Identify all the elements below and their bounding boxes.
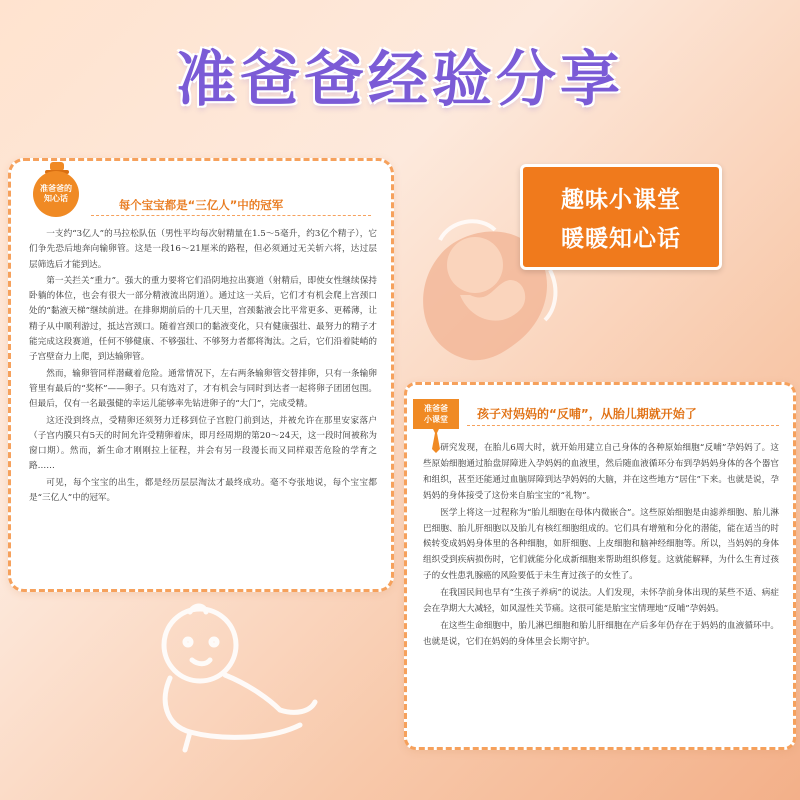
left-paragraph: 然而，输卵管同样潜藏着危险。通常情况下，左右两条输卵管交替排卵，只有一条输卵管里有最后的“奖杯”——卵子。只有选对了，才有机会与同时到达者一起将卵子团团包围。但最后，仅有一名最强健的幸运儿能够率先钻进卵子的“大门”，完成受精。 [29, 368, 377, 410]
left-card-body [29, 227, 377, 507]
left-paragraph: 可见，每个宝宝的出生，都是经历层层淘汰才最终成功。毫不夸张地说，每个宝宝都是“三亿人”中的冠军。 [29, 477, 377, 504]
right-paragraph: 医学上将这一过程称为“胎儿细胞在母体内微嵌合”。这些原始细胞是由滤养细胞、胎儿淋巴细胞、胎儿肝细胞以及胎儿有核红细胞组成的。它们具有增殖和分化的潜能，能在适当的时候转变成妈妈身体里的各种细胞，如肝细胞、上皮细胞和脑神经细胞等。所以，当妈妈的身体组织受到疾病损伤时，它们就能分化成新细胞来帮助组织修复。这就能解释，为什么生育过孩子的女性患乳腺癌的风险要低于未生育过孩子的女性了。 [423, 507, 779, 582]
left-paragraph: 一支约“3亿人”的马拉松队伍（男性平均每次射精量在1.5～5毫升，约3亿个精子），它们争先恐后地奔向输卵管。这是一段16～21厘米的路程，但必须通过无关斩六将，达过层层筛选后才能到达。 [29, 229, 377, 270]
right-badge-line-2: 小课堂 [424, 415, 448, 424]
left-paragraph: 这还没到终点，受精卵还须努力迁移到位子宫腔门前到达，并被允许在那里安家落户（子宫内膜只有5天的时间允许受精卵着床，即月经周期的第20～24天，这一段时间被称为窗口期）。然而，新生命才刚刚拉上征程，并会有另一段漫长而又同样艰苦危险的学育之路…… [29, 415, 377, 472]
left-heading-divider [91, 215, 371, 216]
crawling-baby-illustration [130, 590, 330, 760]
left-badge-line-1: 准爸爸的 [40, 184, 72, 193]
right-card-badge [413, 399, 459, 429]
left-card [8, 158, 394, 592]
right-card [404, 382, 796, 750]
right-paragraph: 研究发现，在胎儿6周大时，就开始用建立自己身体的各种原始细胞“反哺”孕妈妈了。这些原始细胞通过胎盘屏障进入孕妈妈的血液里，然后随血液循环分布到孕妈妈身体的各个器官和组织，甚至还能通过血脑屏障到达孕妈妈的大脑，并在这些地方“居住”下来。也就是说，孕妈妈的身体接受了这份来自胎宝宝的“礼物”。 [423, 443, 779, 501]
right-card-body [423, 441, 779, 652]
callout-line-2: 暖暖知心话 [561, 226, 681, 252]
right-heading-divider [467, 425, 779, 426]
left-paragraph: 第一关拦关“重力”。强大的重力要将它们沿阴地拉出赛道（射精后，即使女性继续保持卧躺的体位，也会有很大一部分精液流出阴道）。通过这一关后，它们才有机会爬上宫颈口处的“黏液天梯”继续前进。在排卵期前后的十几天里，宫颈黏液会比平常更多、更稀薄，让精子从中顺利游过，抵达宫颈口。随着宫颈口的黏液变化，只有健康强壮、最努力的精子才能完成这段赛道，任何不够健康、不够强壮、不够努力者都将淘汰。之后，它们沿着陡峭的子宫壁奋力上爬，到达输卵管。 [29, 275, 377, 363]
right-paragraph: 在这些生命细胞中，胎儿淋巴细胞和胎儿肝细胞在产后多年仍存在于妈妈的血液循环中。也就是说，它们在妈妈的身体里会长期守护。 [423, 620, 779, 647]
callout-box [520, 164, 722, 270]
left-card-heading: 每个宝宝都是“三亿人”中的冠军 [118, 198, 284, 212]
left-badge-line-2: 知心话 [44, 194, 68, 203]
callout-line-1: 趣味小课堂 [561, 187, 681, 213]
page-title: 准爸爸经验分享 [176, 45, 624, 115]
right-badge-line-1: 准爸爸 [424, 404, 448, 413]
right-paragraph: 在我国民间也早有“生孩子养病”的说法。人们发现，未怀孕前身体出现的某些不适、病症会在孕期大大减轻，如风湿性关节痛。这很可能是胎宝宝情理地“反哺”孕妈妈。 [423, 588, 779, 615]
right-card-heading: 孩子对妈妈的“反哺”，从胎儿期就开始了 [477, 407, 697, 421]
